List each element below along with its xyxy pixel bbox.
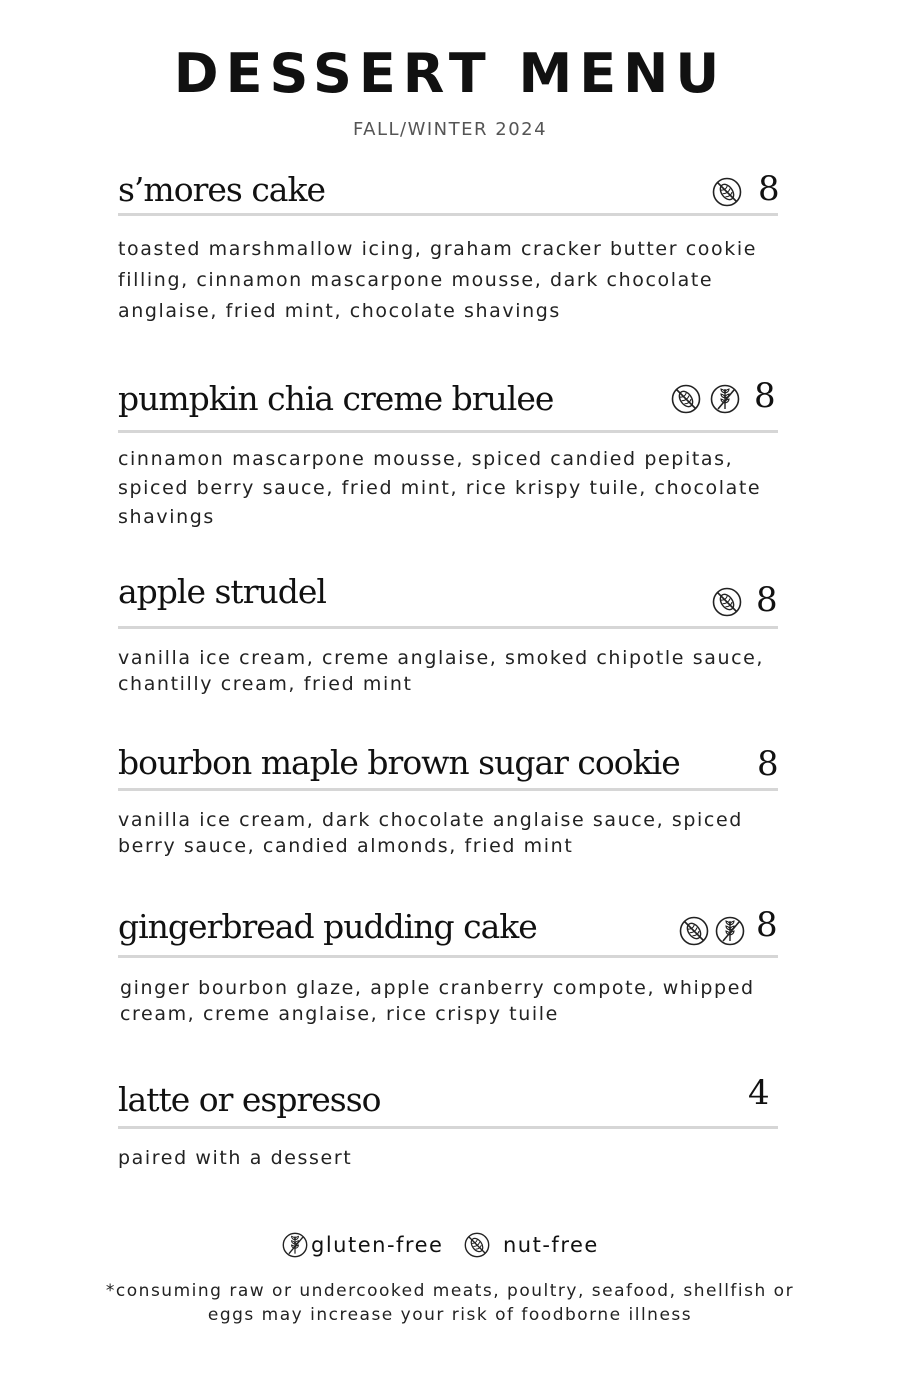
menu-season: FALL/WINTER 2024 [352,119,548,140]
item-description: vanilla ice cream, creme anglaise, smoked chipotle sauce, chantilly cream, fried mint [118,647,765,695]
nut-free-icon [712,587,742,617]
item-description: cinnamon mascarpone mousse, spiced candied pepitas, spiced berry sauce, fried mint, rice krispy tuile, chocolate shavings [118,448,762,528]
gluten-free-icon [282,1232,308,1258]
item-description: paired with a dessert [118,1147,353,1169]
legend-gluten-free-label: gluten-free [311,1233,444,1257]
divider [118,213,778,216]
item-price: 8 [757,744,779,784]
item-price: 8 [756,905,778,945]
divider [118,955,778,958]
gluten-free-icon [715,916,745,946]
item-price: 8 [756,580,778,620]
item-name: s’mores cake [118,170,325,209]
item-price: 8 [758,169,780,209]
divider [118,626,778,629]
dietary-legend [0,1228,900,1264]
legend-nut-free-label: nut-free [503,1233,599,1257]
item-name: pumpkin chia creme brulee [118,379,554,418]
page-title: DESSERT MENU [173,42,727,105]
menu-item [118,905,778,1035]
item-description: vanilla ice cream, dark chocolate anglaise sauce, spiced berry sauce, candied almonds, fried mint [118,809,743,857]
nut-free-icon [464,1232,490,1258]
item-name: gingerbread pudding cake [118,907,537,946]
item-description: toasted marshmallow icing, graham cracker butter cookie filling, cinnamon mascarpone mousse, dark chocolate anglaise, fried mint, chocolate shavings [118,238,758,322]
divider [118,430,778,433]
divider [118,1126,778,1129]
menu-item [118,568,778,698]
nut-free-icon [679,916,709,946]
menu-item [118,1075,778,1175]
menu-item [118,165,778,325]
item-name: bourbon maple brown sugar cookie [118,743,680,782]
menu-item [118,375,778,535]
item-description: ginger bourbon glaze, apple cranberry compote, whipped cream, creme anglaise, rice crispy tuile [120,977,755,1025]
nut-free-icon [712,177,742,207]
item-name: latte or espresso [118,1080,381,1119]
gluten-free-icon [710,384,740,414]
food-safety-disclaimer: *consuming raw or undercooked meats, poultry, seafood, shellfish or eggs may increase your risk of foodborne illness [105,1281,795,1325]
item-name: apple strudel [118,572,326,611]
menu-item [118,740,778,870]
nut-free-icon [671,384,701,414]
divider [118,788,778,791]
item-price: 4 [748,1073,770,1113]
item-price: 8 [754,376,776,416]
